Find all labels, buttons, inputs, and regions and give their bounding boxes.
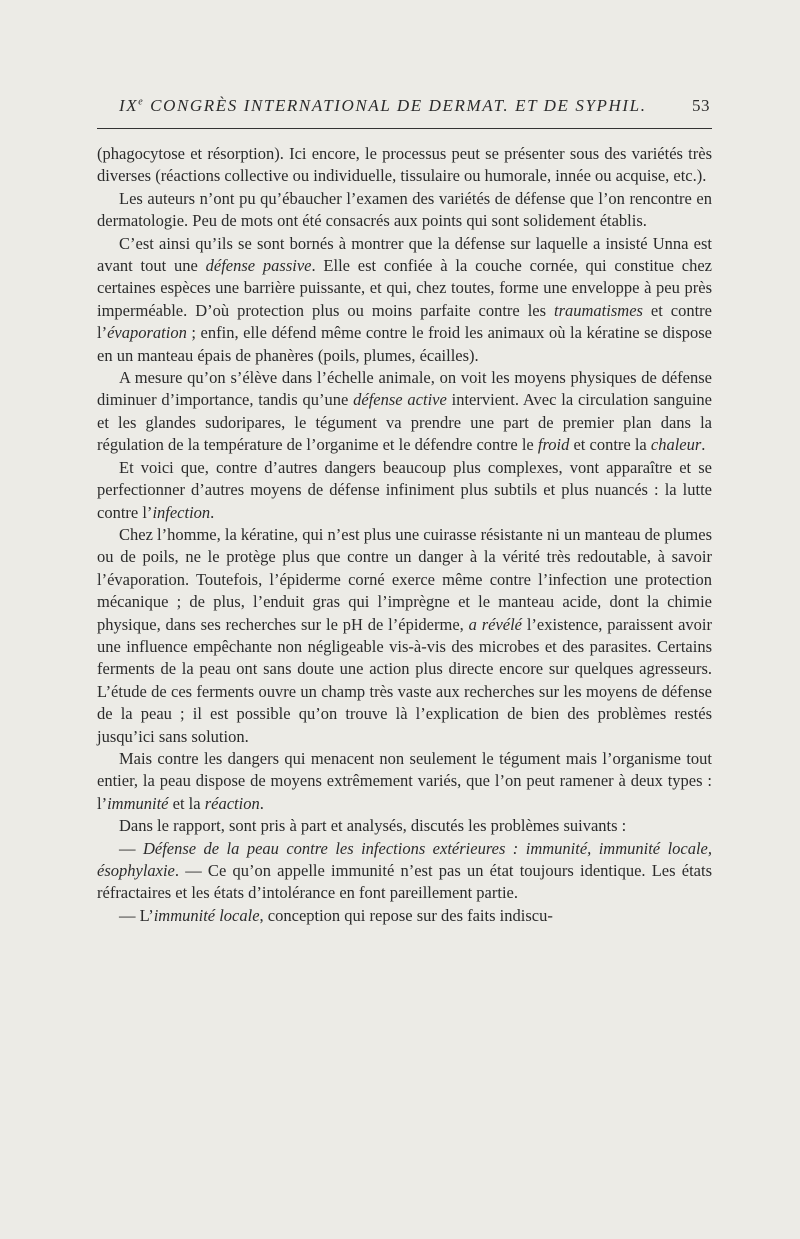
- italic-text: froid: [537, 435, 570, 455]
- text-segment: A mesure qu’on s’élève dans l’échelle animale, on voit les moyens physiques de défense diminuer d’importance, tandis qu’une: [97, 368, 712, 410]
- text-segment: C’est ainsi qu’ils se sont bornés à montrer que la défense sur laquelle a insisté Unna est avant tout une: [97, 233, 712, 276]
- italic-text: a révélé: [468, 614, 522, 634]
- paragraph: [97, 905, 712, 927]
- text-segment: et contre la: [569, 435, 651, 455]
- title-rest: CONGRÈS INTERNATIONAL DE DERMAT. ET DE SYPHIL.: [144, 96, 647, 115]
- italic-text: immunité locale: [153, 905, 260, 925]
- title-superscript: e: [138, 96, 145, 108]
- text-segment: et la: [168, 793, 205, 813]
- page-number: 53: [692, 96, 710, 115]
- italic-text: immunité: [107, 793, 169, 813]
- header-rule: [97, 128, 712, 129]
- italic-text: Défense de la peau contre les infections extérieures : immunité, immunité locale, ésophylaxie: [97, 838, 713, 880]
- paragraph: [97, 838, 712, 905]
- paragraph: [97, 233, 712, 367]
- italic-text: réaction: [204, 793, 260, 813]
- italic-text: défense active: [353, 390, 447, 410]
- paragraph: [97, 815, 712, 837]
- paragraph: [97, 143, 712, 188]
- italic-text: défense passive: [205, 256, 312, 276]
- text-segment: Et voici que, contre d’autres dangers beaucoup plus complexes, vont apparaître et se perfectionner d’autres moyens de défense infiniment plus subtils et plus nuancés : la lutte contre l’: [97, 457, 712, 522]
- text-segment: , conception qui repose sur des faits indiscu-: [259, 905, 553, 925]
- paragraph: [97, 748, 712, 815]
- italic-text: traumatismes: [554, 300, 643, 320]
- italic-text: chaleur: [650, 435, 702, 455]
- italic-text: évaporation: [107, 323, 187, 343]
- text-segment: Mais contre les dangers qui menacent non seulement le tégument mais l’organisme tout entier, la peau dispose de moyens extrêmement variés, que l’on peut ramener à deux types : l’: [97, 748, 712, 813]
- paragraph: [97, 367, 712, 457]
- text-segment: ; enfin, elle défend même contre le froid les animaux où la kératine se dispose en un manteau épais de phanères (poils, plumes, écailles).: [97, 323, 712, 365]
- text-segment: — L’: [119, 905, 154, 925]
- running-header: [97, 96, 712, 116]
- paragraph: [97, 188, 712, 233]
- text-segment: .: [701, 435, 706, 455]
- text-segment: .: [259, 793, 264, 813]
- text-segment: intervient. Avec la circulation sanguine et les glandes sudoripares, le tégument va prendre une part de premier plan dans la régulation de la température de l’organime et le défendre contre le: [97, 390, 712, 455]
- text-segment: Dans le rapport, sont pris à part et analysés, discutés les problèmes suivants :: [119, 816, 627, 836]
- text-segment: .: [210, 502, 215, 522]
- title-prefix: IX: [119, 96, 139, 115]
- text-segment: . Elle est confiée à la couche cornée, qui constitue chez certaines espèces une barrière puissante, et qui, chez toutes, forme une enveloppe à peu près imperméable. D’où protection plus ou moins parfaite contre les: [97, 256, 712, 320]
- text-segment: —: [119, 838, 143, 858]
- paragraph: [97, 457, 712, 524]
- text-segment: et contre l’: [97, 300, 712, 343]
- text-segment: l’existence, paraissent avoir une influence empêchante non négligeable vis-à-vis des microbes et des parasites. Certains ferments de la peau ont sans doute une action plus directe encore sur quelques agresseurs. L’étude de ces ferments ouvre un champ très vaste aux recherches sur les moyens de défense de la peau ; il est possible qu’on trouve là l’explication de bien des problèmes restés jusqu’ici sans solution.: [97, 614, 712, 746]
- text-segment: Les auteurs n’ont pu qu’ébaucher l’examen des variétés de défense que l’on rencontre en dermatologie. Peu de mots ont été consacrés aux points qui sont solidement établis.: [97, 188, 712, 231]
- running-title: [119, 96, 647, 116]
- italic-text: infection: [152, 502, 211, 522]
- paragraph: [97, 524, 712, 748]
- body-text: [97, 143, 712, 927]
- text-segment: Chez l’homme, la kératine, qui n’est plus une cuirasse résistante ni un manteau de plumes ou de poils, ne le protège plus que contre un danger à la vérité très redoutable, à savoir l’évaporation. Toutefois, l’épiderme corné exerce même contre l’infection une protection mécanique ; de plus, l’enduit gras qui l’imprègne et le manteau acide, dont la chimie physique, dans ses recherches sur le pH de l’épiderme,: [97, 524, 712, 634]
- text-segment: . — Ce qu’on appelle immunité n’est pas un état toujours identique. Les états réfractaires et les états d’intolérance en font pareillement partie.: [97, 861, 712, 903]
- text-segment: (phagocytose et résorption). Ici encore, le processus peut se présenter sous des variétés très diverses (réactions collective ou individuelle, tissulaire ou humorale, innée ou acquise, etc.).: [97, 144, 712, 186]
